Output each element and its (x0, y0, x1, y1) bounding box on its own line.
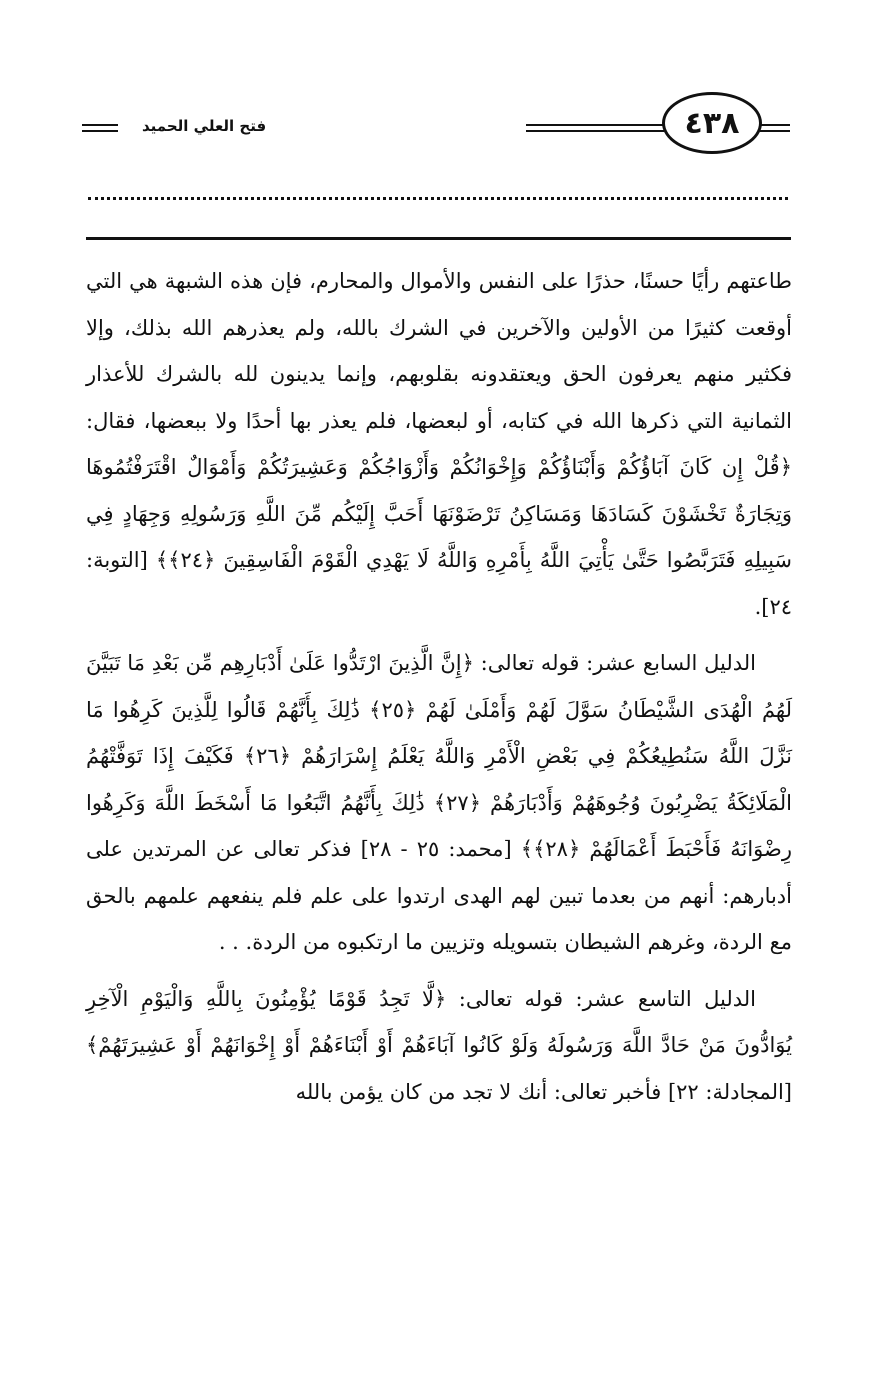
paragraph-2: الدليل السابع عشر: قوله تعالى: ﴿إِنَّ الَّذِينَ ارْتَدُّوا عَلَىٰ أَدْبَارِهِم مِّن بَعْدِ مَا تَبَيَّنَ لَهُمُ الْهُدَى الشَّيْطَانُ سَوَّلَ لَهُمْ وَأَمْلَىٰ لَهُمْ ﴿٢٥﴾ ذَٰلِكَ بِأَنَّهُمْ قَالُوا لِلَّذِينَ كَرِهُوا مَا نَزَّلَ اللَّهُ سَنُطِيعُكُمْ فِي بَعْضِ الْأَمْرِ وَاللَّهُ يَعْلَمُ إِسْرَارَهُمْ ﴿٢٦﴾ فَكَيْفَ إِذَا تَوَفَّتْهُمُ الْمَلَائِكَةُ يَضْرِبُونَ وُجُوهَهُمْ وَأَدْبَارَهُمْ ﴿٢٧﴾ ذَٰلِكَ بِأَنَّهُمُ اتَّبَعُوا مَا أَسْخَطَ اللَّهَ وَكَرِهُوا رِضْوَانَهُ فَأَحْبَطَ أَعْمَالَهُمْ ﴿٢٨﴾﴾ [محمد: ٢٥ - ٢٨] فذكر تعالى عن المرتدين على أدبارهم: أنهم من بعدما تبين لهم الهدى ارتدوا على علم فلم ينفعهم علمهم بالحق مع الردة، وغرهم الشيطان بتسويله وتزيين ما ارتكبوه من الردة. . . (86, 651, 792, 954)
header-rule-mid-top (526, 124, 664, 126)
running-title: فتح العلي الحميد (142, 117, 267, 135)
header-rule-right-bottom (760, 130, 790, 132)
header-rule-left-bottom (82, 130, 118, 132)
page-header (0, 0, 879, 180)
dotted-separator (88, 197, 788, 206)
paragraph-3: الدليل التاسع عشر: قوله تعالى: ﴿لَّا تَجِدُ قَوْمًا يُؤْمِنُونَ بِاللَّهِ وَالْيَوْمِ الْآخِرِ يُوَادُّونَ مَنْ حَادَّ اللَّهَ وَرَسُولَهُ وَلَوْ كَانُوا آبَاءَهُمْ أَوْ أَبْنَاءَهُمْ أَوْ إِخْوَانَهُمْ أَوْ عَشِيرَتَهُمْ﴾ [المجادلة: ٢٢] فأخبر تعالى: أنك لا تجد من كان يؤمن بالله (86, 986, 792, 1104)
page-number: ٤٣٨ (662, 92, 762, 154)
header-rule-right-top (760, 124, 790, 126)
header-rule-left-top (82, 124, 118, 126)
page-body (86, 258, 792, 1115)
header-separator-rule (86, 237, 791, 240)
paragraph-1: طاعتهم رأيًا حسنًا، حذرًا على النفس والأموال والمحارم، فإن هذه الشبهة هي التي أوقعت كثيرًا من الأولين والآخرين في الشرك بالله، ولم يعذرهم الله بذلك، وإلا فكثير منهم يعرفون الحق ويعتقدونه بقلوبهم، وإنما يدينون لله بالشرك للأعذار الثمانية التي ذكرها الله في كتابه، أو لبعضها، فلم يعذر بها أحدًا ولا ببعضها، فقال: ﴿قُلْ إِن كَانَ آبَاؤُكُمْ وَأَبْنَاؤُكُمْ وَإِخْوَانُكُمْ وَأَزْوَاجُكُمْ وَعَشِيرَتُكُمْ وَأَمْوَالٌ اقْتَرَفْتُمُوهَا وَتِجَارَةٌ تَخْشَوْنَ كَسَادَهَا وَمَسَاكِنُ تَرْضَوْنَهَا أَحَبَّ إِلَيْكُم مِّنَ اللَّهِ وَرَسُولِهِ وَجِهَادٍ فِي سَبِيلِهِ فَتَرَبَّصُوا حَتَّىٰ يَأْتِيَ اللَّهُ بِأَمْرِهِ وَاللَّهُ لَا يَهْدِي الْقَوْمَ الْفَاسِقِينَ ﴿٢٤﴾﴾ [التوبة: ٢٤]. (86, 269, 792, 619)
header-rule-mid-bottom (526, 130, 664, 132)
